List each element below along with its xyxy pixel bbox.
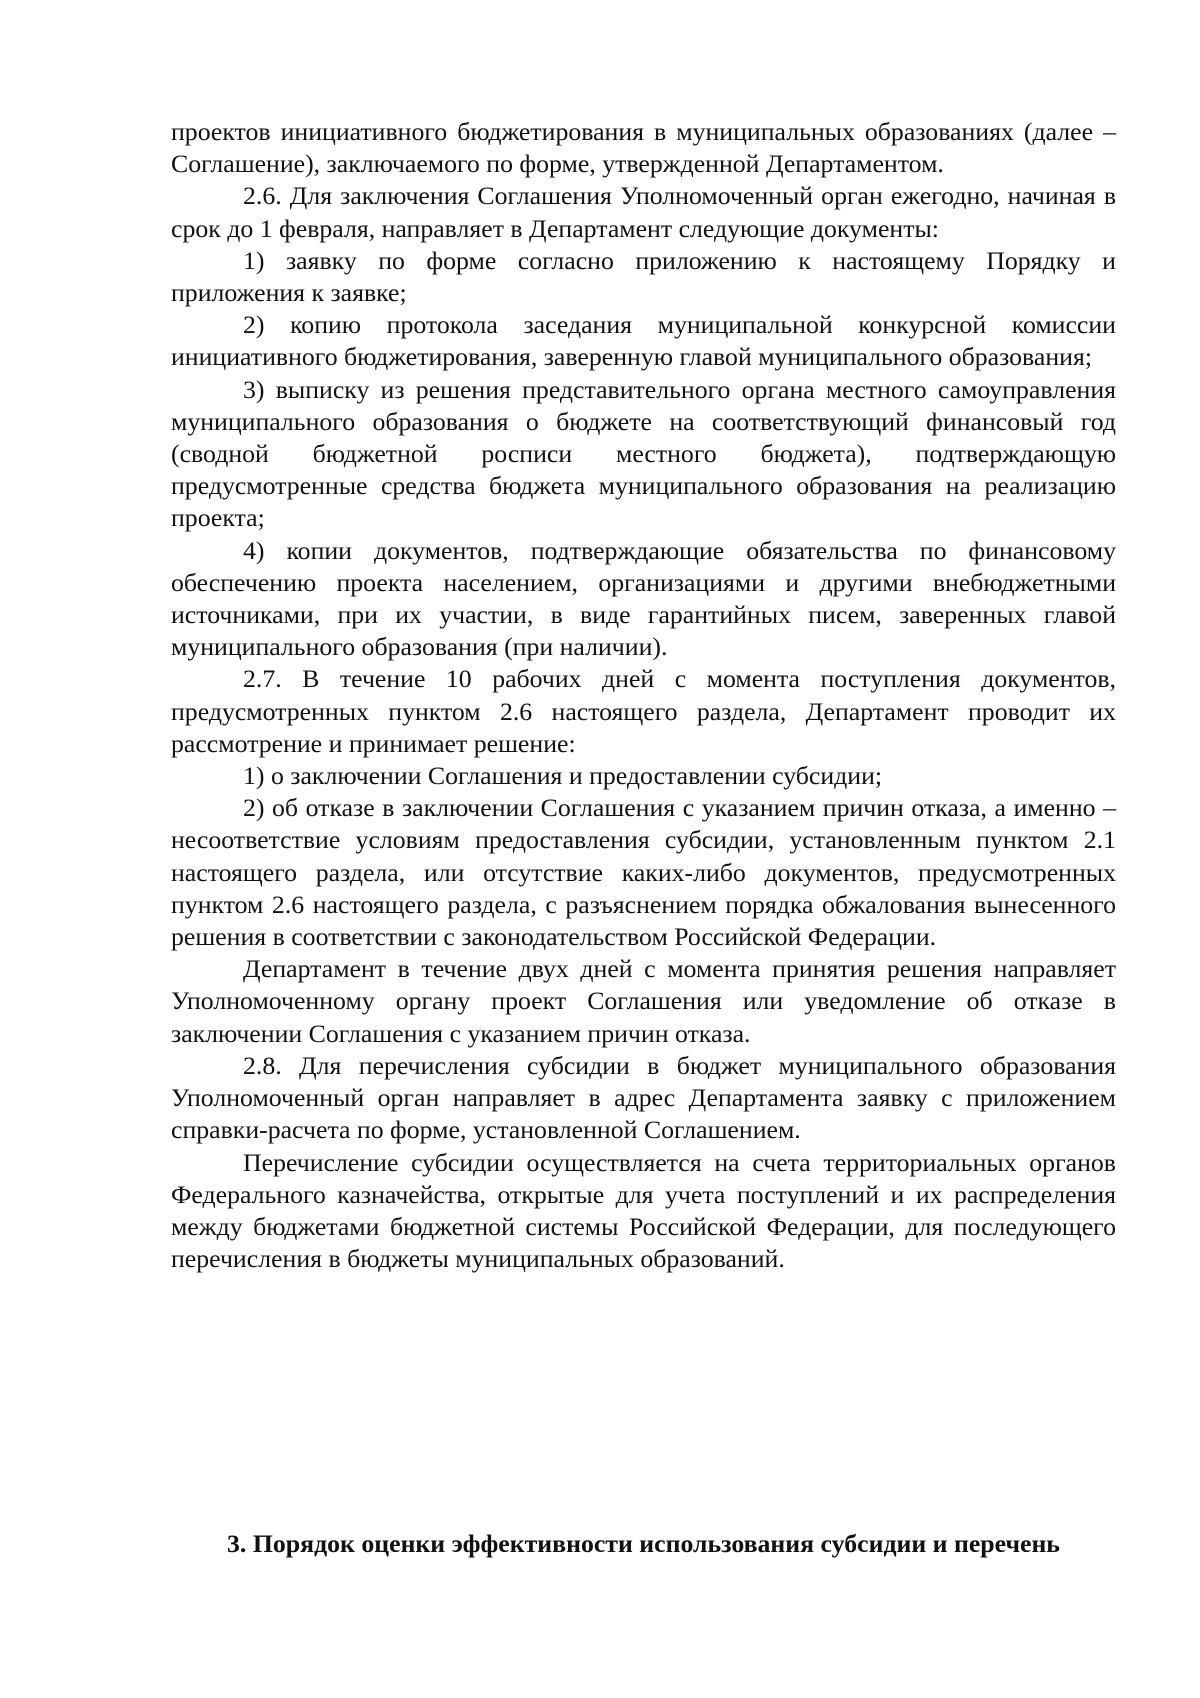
paragraph-agreement-definition: проектов инициативного бюджетирования в муниципальных образованиях (далее – Соглашение), заключаемого по форме, утвержденной Департаментом. (171, 117, 1116, 179)
section-3-heading: 3. Порядок оценки эффективности использования субсидии и перечень (227, 1529, 1060, 1558)
paragraph-2-6-item-4: 4) копии документов, подтверждающие обязательства по финансовому обеспечению проекта населением, организациями и другими внебюджетными источниками, при их участии, в виде гарантийных писем, заверенных главой муниципального образования (при наличии). (171, 535, 1116, 662)
paragraph-department-notice: Департамент в течение двух дней с момента принятия решения направляет Уполномоченному органу проект Соглашения или уведомление об отказе в заключении Соглашения с указанием причин отказа. (171, 954, 1116, 1048)
paragraph-2-6-item-2: 2) копию протокола заседания муниципальной конкурсной комиссии инициативного бюджетирования, заверенную главой муниципального образования; (171, 310, 1116, 372)
paragraph-transfer: Перечисление субсидии осуществляется на счета территориальных органов Федерального казначейства, открытые для учета поступлений и их распределения между бюджетами бюджетной системы Российской Федерации, для последующего перечисления в бюджеты муниципальных образований. (171, 1147, 1116, 1274)
document-body (171, 116, 1116, 1275)
paragraph-2-7-item-1: 1) о заключении Соглашения и предоставлении субсидии; (243, 761, 883, 791)
paragraph-2-6: 2.6. Для заключения Соглашения Уполномоченный орган ежегодно, начиная в срок до 1 февраля, направляет в Департамент следующие документы: (171, 181, 1116, 243)
paragraph-2-6-item-1: 1) заявку по форме согласно приложению к настоящему Порядку и приложения к заявке; (171, 245, 1116, 308)
paragraph-2-8: 2.8. Для перечисления субсидии в бюджет муниципального образования Уполномоченный орган направляет в адрес Департамента заявку с приложением справки-расчета по форме, установленной Соглашением. (171, 1050, 1116, 1145)
paragraph-2-7: 2.7. В течение 10 рабочих дней с момента поступления документов, предусмотренных пунктом 2.6 настоящего раздела, Департамент проводит их рассмотрение и принимает решение: (171, 664, 1116, 758)
paragraph-2-7-item-2: 2) об отказе в заключении Соглашения с указанием причин отказа, а именно – несоответствие условиям предоставления субсидии, установленным пунктом 2.1 настоящего раздела, или отсутствие каких-либо документов, предусмотренных пунктом 2.6 настоящего раздела, с разъяснением порядка обжалования вынесенного решения в соответствии с законодательством Российской Федерации. (171, 793, 1116, 952)
paragraph-2-6-item-3: 3) выписку из решения представительного органа местного самоуправления муниципального образования о бюджете на соответствующий финансовый год (сводной бюджетной росписи местного бюджета), подтверждающую предусмотренные средства бюджета муниципального образования на реализацию проекта; (171, 374, 1116, 533)
